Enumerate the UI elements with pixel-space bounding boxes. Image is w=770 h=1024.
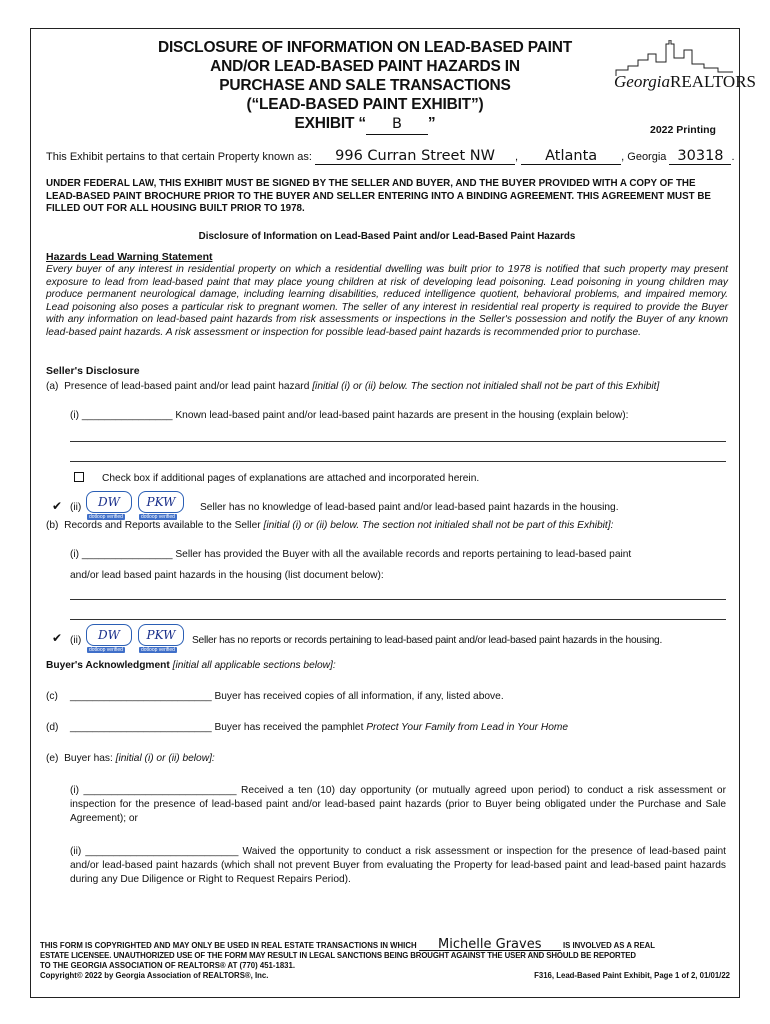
- additional-pages-checkbox[interactable]: [74, 472, 84, 482]
- exhibit-letter-field[interactable]: B: [366, 115, 428, 135]
- warning-body: Every buyer of any interest in residential property on which a residential dwelling was built prior to 1978 is notified that such property may present exposure to lead from lead-based paint that may place young children at risk of developing lead poisoning. Lead poisoning in young children may produce permanent neurological damage, including learning disabilities, reduced intelligence quotient, behavioral problems, and impaired memory. Lead poisoning also poses a particular risk to pregnant women. The seller of any interest in residential real property is required to provide the Buyer with any information on lead-based paint hazards from risk assessments or inspections in the Seller's possession and notify the Buyer of any known lead-based paint hazards. A risk assessment or inspection for possible lead-based paint hazards is recommended prior to purchase.: [46, 264, 728, 338]
- document-line-1[interactable]: [70, 599, 726, 600]
- initials-seller-1[interactable]: DW: [86, 491, 132, 513]
- form-id: F316, Lead-Based Paint Exhibit, Page 1 of 2, 01/01/22: [534, 971, 730, 980]
- buyer-e-i: (i) ___________________________ Received a ten (10) day opportunity (or mutually agreed upon period) to conduct a risk assessment or inspection for the presence of lead-based paint and/or lead-based paint hazards (prior to Buyer being obligated under the Purchase and Sale Agreement); or: [70, 785, 726, 824]
- initials-seller-1[interactable]: DW: [86, 624, 132, 646]
- verified-tag: dotloop verified: [89, 514, 123, 520]
- buyer-c-label: (c): [46, 691, 58, 702]
- verified-tag: dotloop verified: [89, 647, 123, 653]
- buyer-d: _________________________ Buyer has received the pamphlet Protect Your Family from Lead in Your Home: [70, 722, 569, 733]
- buyer-heading-line: Buyer's Acknowledgment [initial all applicable sections below]:: [46, 660, 336, 671]
- georgia-realtors-logo: [608, 40, 757, 100]
- initials-seller-2[interactable]: PKW: [138, 491, 184, 513]
- zip-field[interactable]: 30318: [669, 148, 731, 165]
- property-line: This Exhibit pertains to that certain Property known as: 996 Curran Street NW , Atlanta , Georgia 30318 .: [46, 148, 735, 164]
- explain-line-2[interactable]: [70, 461, 726, 462]
- seller-b-ii-text: Seller has no reports or records pertaining to lead-based paint and/or lead-based paint hazards in the housing.: [192, 635, 663, 646]
- form-title: DISCLOSURE OF INFORMATION ON LEAD-BASED PAINT AND/OR LEAD-BASED PAINT HAZARDS IN PURCHASE AND SALE TRANSACTIONS (“LEAD-BASED PAINT EXHIBIT”) EXHIBIT “ B ”: [120, 38, 610, 135]
- seller-b-i-line1: (i) ________________ Seller has provided the Buyer with all the available records and reports pertaining to lead-based paint: [70, 549, 632, 560]
- seller-b-i-line2: and/or lead based paint hazards in the housing (list document below):: [70, 570, 384, 581]
- buyer-e-ii: (ii) ___________________________ Waived the opportunity to conduct a risk assessment or inspection for the presence of lead-based paint and/or lead-based paint hazards (which shall not prevent Buyer from evaluating the Property for lead-based paint and lead-based paint hazards during any Due Diligence or Right to Request Repairs Period).: [70, 846, 726, 885]
- section-heading: Disclosure of Information on Lead-Based Paint and/or Lead-Based Paint Hazards: [198, 231, 576, 242]
- logo-wordmark: GeorgiaREALTORS: [614, 72, 757, 91]
- checkbox-label: Check box if additional pages of explanations are attached and incorporated herein.: [102, 473, 480, 484]
- checkmark-icon: ✔: [52, 499, 63, 513]
- buyer-e: (e) Buyer has: [initial (i) or (ii) below]:: [46, 753, 215, 764]
- seller-b-ii-label: (ii): [70, 635, 82, 646]
- seller-a-i: (i) ________________ Known lead-based paint and/or lead-based paint hazards are present in the housing (explain below):: [70, 410, 629, 421]
- exhibit-line: EXHIBIT “ B ”: [120, 114, 610, 135]
- verified-tag: dotloop verified: [141, 514, 175, 520]
- initials-seller-2[interactable]: PKW: [138, 624, 184, 646]
- verified-tag: dotloop verified: [141, 647, 175, 653]
- buyer-d-label: (d): [46, 722, 59, 733]
- seller-heading: Seller's Disclosure: [46, 365, 140, 377]
- city-field[interactable]: Atlanta: [521, 148, 621, 165]
- seller-a-ii-text: Seller has no knowledge of lead-based paint and/or lead-based paint hazards in the housing.: [200, 502, 619, 513]
- document-line-2[interactable]: [70, 619, 726, 620]
- explain-line-1[interactable]: [70, 441, 726, 442]
- seller-b: (b) Records and Reports available to the Seller [initial (i) or (ii) below. The section not initialed shall not be part of this Exhibit]:: [46, 520, 614, 531]
- checkmark-icon: ✔: [52, 631, 63, 645]
- federal-notice: UNDER FEDERAL LAW, THIS EXHIBIT MUST BE SIGNED BY THE SELLER AND BUYER, AND THE BUYER PROVIDED WITH A COPY OF THE LEAD-BASED PAINT BROCHURE PRIOR TO THE BUYER AND SELLER ENTERING INTO A BINDING AGREEMENT. THIS AGREEMENT MUST BE FILLED OUT FOR ALL HOUSING BUILT PRIOR TO 1978.: [46, 178, 711, 214]
- footer: THIS FORM IS COPYRIGHTED AND MAY ONLY BE USED IN REAL ESTATE TRANSACTIONS IN WHICH Michelle Graves IS INVOLVED AS A REAL ESTATE LICENSEE. UNAUTHORIZED USE OF THE FORM MAY RESULT IN LEGAL SANCTIONS BEING BROUGHT AGAINST THE USER AND SHOULD BE REPORTED TO THE GEORGIA ASSOCIATION OF REALTORS® AT (770) 451-1831. Copyright© 2022 by Georgia Association of REALTORS®, Inc. F316, Lead-Based Paint Exhibit, Page 1 of 2, 01/01/22: [40, 937, 730, 980]
- skyline-icon: [608, 40, 743, 76]
- copyright: Copyright© 2022 by Georgia Association of REALTORS®, Inc.: [40, 971, 269, 980]
- buyer-c-text: _________________________ Buyer has received copies of all information, if any, listed above.: [70, 691, 504, 702]
- warning-heading: Hazards Lead Warning Statement: [46, 251, 213, 263]
- seller-a: (a) Presence of lead-based paint and/or lead paint hazard [initial (i) or (ii) below. The section not initialed shall not be part of this Exhibit]: [46, 381, 660, 392]
- address-field[interactable]: 996 Curran Street NW: [315, 148, 515, 165]
- licensee-field: Michelle Graves: [419, 940, 561, 951]
- printing-year: 2022 Printing: [650, 124, 716, 136]
- seller-a-ii-label: (ii): [70, 502, 82, 513]
